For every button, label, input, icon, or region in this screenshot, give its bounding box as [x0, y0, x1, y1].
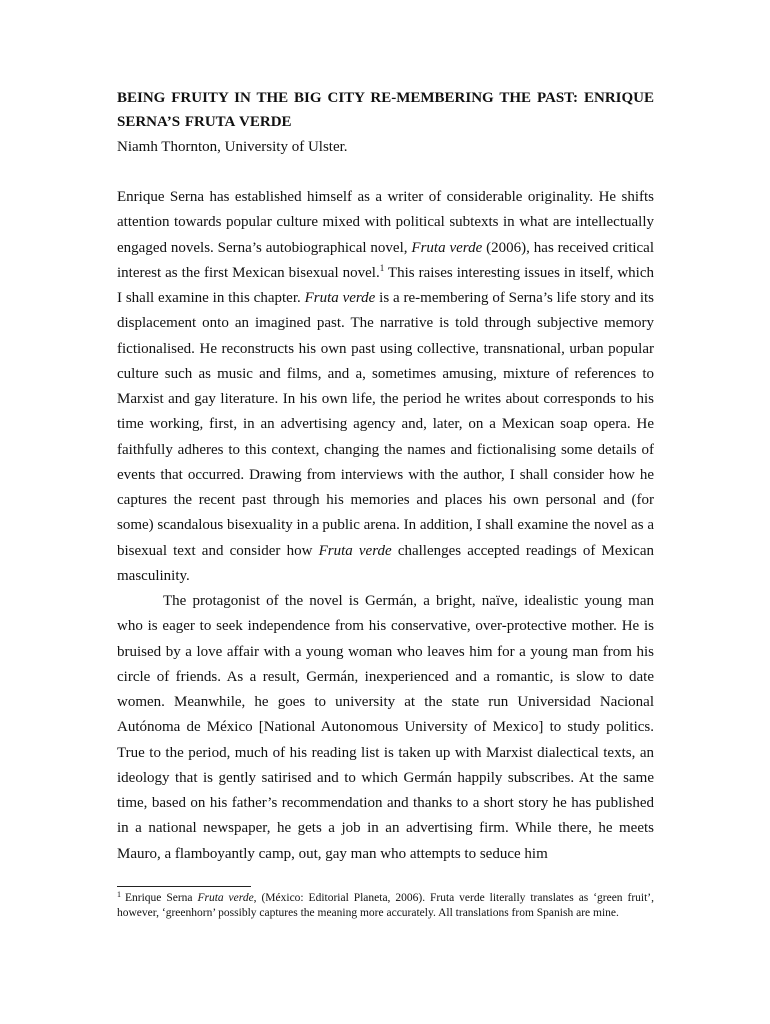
paragraph-1-text: This raises interesting issues in itself, which I shall examine in this chapter.	[117, 264, 654, 306]
book-title-italic: Fruta verde	[318, 542, 392, 559]
paragraph-1	[117, 185, 654, 589]
paragraph-1-text: Enrique Serna has established himself as a writer of considerable originality. He shifts attention towards popular culture mixed with political subtexts in what are intellectually engaged novels. Serna’s autobiographical novel,	[117, 189, 654, 256]
footnote-book-title: Fruta verde	[197, 892, 254, 904]
footnote-reference[interactable]: 1	[379, 262, 385, 273]
author-line: Niamh Thornton, University of Ulster.	[117, 139, 348, 155]
book-title-italic: Fruta verde	[304, 290, 376, 306]
paragraph-1-text: (2006), has received critical interest as the first Mexican bisexual novel.	[117, 239, 655, 281]
footnote-number: 1	[117, 890, 121, 899]
paper-title: BEING FRUITY IN THE BIG CITY RE-MEMBERING THE PAST: ENRIQUE SERNA’S FRUTA VERDE	[117, 90, 654, 130]
book-title-italic: Fruta verde	[411, 239, 483, 256]
footnote-text: Enrique Serna	[125, 892, 198, 904]
body-text	[117, 185, 654, 867]
footnote-1	[117, 891, 654, 920]
footnote-text: , (México: Editorial Planeta, 2006). Fruta verde literally translates as ‘green fruit’, however, ‘greenhorn’ possibly captures the meaning more accurately. All translations from Spanish are mine.	[117, 892, 654, 919]
footnote-separator	[117, 886, 251, 887]
paragraph-2: The protagonist of the novel is Germán, a bright, naïve, idealistic young man who is eager to seek independence from his conservative, over-protective mother. He is bruised by a love affair with a young woman who leaves him for a young man from his circle of friends. As a result, Germán, inexperienced and a romantic, is slow to date women. Meanwhile, he goes to university at the state run Universidad Nacional Autónoma de México [National Autonomous University of Mexico] to study politics. True to the period, much of his reading list is taken up with Marxist dialectical texts, an ideology that is gently satirised and to which Germán happily subscribes. At the same time, based on his father’s recommendation and thanks to a short story he has published in a national newspaper, he gets a job in an advertising firm. While there, he meets Mauro, a flamboyantly camp, out, gay man who attempts to seduce him	[117, 593, 654, 862]
paragraph-1-text: challenges accepted readings of Mexican masculinity.	[117, 542, 654, 584]
paragraph-1-text: is a re-membering of Serna’s life story and its displacement onto an imagined past. The narrative is told through subjective memory fictionalised. He reconstructs his own past using collective, transnational, urban popular culture such as music and films, and a, sometimes amusing, mixture of references to Marxist and gay literature. In his own life, the period he writes about corresponds to his time working, first, in an advertising agency and, later, on a Mexican soap opera. He faithfully adheres to this context, changing the names and fictionalising some details of events that occurred. Drawing from interviews with the author, I shall consider how he captures the recent past through his memories and places his own personal and (for some) scandalous bisexuality in a public arena. In addition, I shall examine the novel as a bisexual text and consider how	[117, 290, 654, 559]
